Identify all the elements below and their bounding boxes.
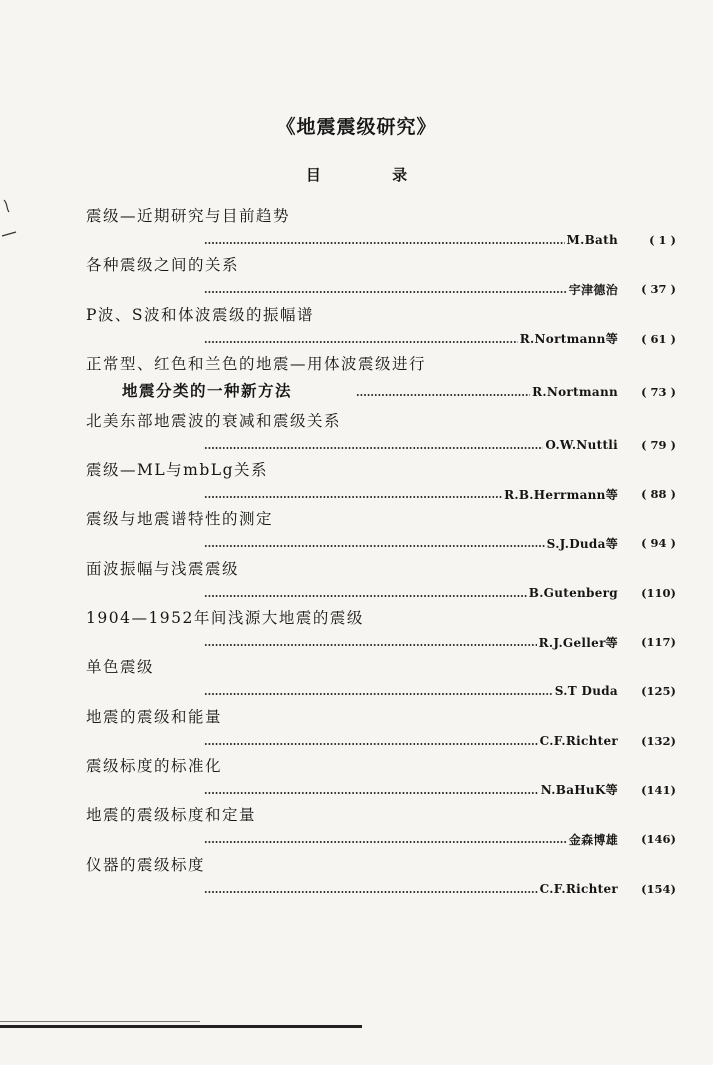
toc-entry <box>86 303 676 352</box>
entry-page-number: ( 88 ) <box>641 487 676 502</box>
entry-page-number: ( 37 ) <box>641 282 676 297</box>
entry-leader-line <box>204 230 676 250</box>
dot-leader <box>204 693 553 695</box>
toc-heading-char-2: 录 <box>392 166 408 184</box>
dot-leader <box>204 792 539 794</box>
entry-title: 1904—1952年间浅源大地震的震级 <box>86 609 364 628</box>
entry-author: 金森博雄 <box>568 832 618 847</box>
entry-author: R.Nortmann等 <box>519 332 618 347</box>
entry-leader-line <box>204 279 676 299</box>
entry-page-number: (125) <box>641 684 676 699</box>
dot-leader <box>204 841 567 843</box>
entry-leader-line <box>204 533 676 553</box>
entry-author: M.Bath <box>566 233 618 247</box>
entry-author: S.T Duda <box>554 684 618 699</box>
dot-leader <box>204 341 518 343</box>
dot-leader <box>204 644 537 646</box>
entry-leader-line <box>204 484 676 504</box>
entry-leader-line <box>204 780 676 800</box>
entry-page-number: ( 79 ) <box>641 437 676 452</box>
entry-author: N.BaHuK等 <box>540 783 618 798</box>
toc-entry <box>86 458 676 507</box>
entry-title: 震级—ML与mbLg关系 <box>86 461 268 480</box>
entry-leader-line <box>204 329 676 349</box>
toc-entry <box>86 253 676 302</box>
toc-entry <box>86 754 676 803</box>
entry-title: 震级—近期研究与目前趋势 <box>86 207 291 225</box>
toc-entry <box>86 204 676 253</box>
toc-entry <box>86 705 676 754</box>
entry-title: 单色震级 <box>86 658 155 677</box>
entry-author: C.F.Richter <box>539 733 618 748</box>
toc-entry <box>86 557 676 606</box>
entry-author: B.Gutenberg <box>528 585 618 600</box>
dot-leader <box>204 242 565 244</box>
entry-author: R.J.Geller等 <box>538 635 618 650</box>
entry-leader-line <box>204 829 676 849</box>
table-of-contents <box>86 204 676 902</box>
toc-entry <box>86 853 676 902</box>
entry-author: R.Nortmann <box>532 384 618 399</box>
dot-leader <box>204 743 538 745</box>
entry-title: 仪器的震级标度 <box>86 855 206 874</box>
entry-leader-line <box>204 681 676 701</box>
entry-leader-line <box>204 632 676 652</box>
entry-title-continuation: 地震分类的一种新方法 <box>122 380 293 400</box>
entry-page-number: (146) <box>641 832 676 847</box>
toc-heading-char-1: 目 <box>305 166 321 184</box>
book-title: 《地震震级研究》 <box>276 116 437 138</box>
entry-page-number: ( 61 ) <box>641 331 676 346</box>
entry-title: 各种震级之间的关系 <box>86 256 240 275</box>
entry-page-number: (141) <box>641 782 676 797</box>
dot-leader <box>204 291 567 293</box>
entry-title: 地震的震级和能量 <box>86 707 223 726</box>
toc-heading <box>0 164 713 185</box>
entry-title: 震级与地震谱特性的测定 <box>86 510 274 529</box>
entry-author: C.F.Richter <box>539 881 618 896</box>
entry-page-number: (117) <box>641 635 676 650</box>
entry-author: R.B.Herrmann等 <box>504 487 618 502</box>
entry-page-number: (110) <box>641 585 676 600</box>
toc-entry <box>86 655 676 704</box>
entry-author: O.W.Nuttli <box>545 437 618 452</box>
toc-entry <box>86 352 676 409</box>
entry-title: 震级标度的标准化 <box>86 756 223 775</box>
dot-leader <box>204 545 545 547</box>
toc-entry <box>86 803 676 852</box>
entry-title: 地震的震级标度和定量 <box>86 806 257 825</box>
dot-leader <box>204 447 543 449</box>
dot-leader <box>356 394 530 396</box>
entry-title: 北美东部地震波的衰减和震级关系 <box>86 411 342 430</box>
scan-edge-line <box>0 1025 362 1028</box>
entry-leader-line <box>204 583 676 603</box>
entry-page-number: (154) <box>641 881 676 896</box>
entry-author: S.J.Duda等 <box>546 536 618 551</box>
entry-page-number: ( 94 ) <box>641 536 676 551</box>
entry-title: 正常型、红色和兰色的地震—用体波震级进行 <box>86 354 427 373</box>
entry-title: P波、S波和体波震级的振幅谱 <box>86 305 315 324</box>
dot-leader <box>204 891 538 893</box>
toc-entry <box>86 507 676 556</box>
entry-leader-line <box>204 879 676 899</box>
entry-leader-line <box>356 382 676 402</box>
entry-page-number: (132) <box>641 733 676 748</box>
entry-author: 宇津德治 <box>568 282 618 297</box>
scan-edge-line <box>0 1021 200 1022</box>
dot-leader <box>204 496 502 498</box>
entry-leader-line <box>204 731 676 751</box>
entry-page-number: ( 1 ) <box>649 233 676 247</box>
toc-entry <box>86 606 676 655</box>
entry-leader-line <box>204 435 676 455</box>
entry-page-number: ( 73 ) <box>641 384 676 399</box>
scan-smudge-mark <box>0 198 18 246</box>
entry-title: 面波振幅与浅震震级 <box>86 559 240 578</box>
dot-leader <box>204 595 527 597</box>
toc-entry <box>86 409 676 458</box>
